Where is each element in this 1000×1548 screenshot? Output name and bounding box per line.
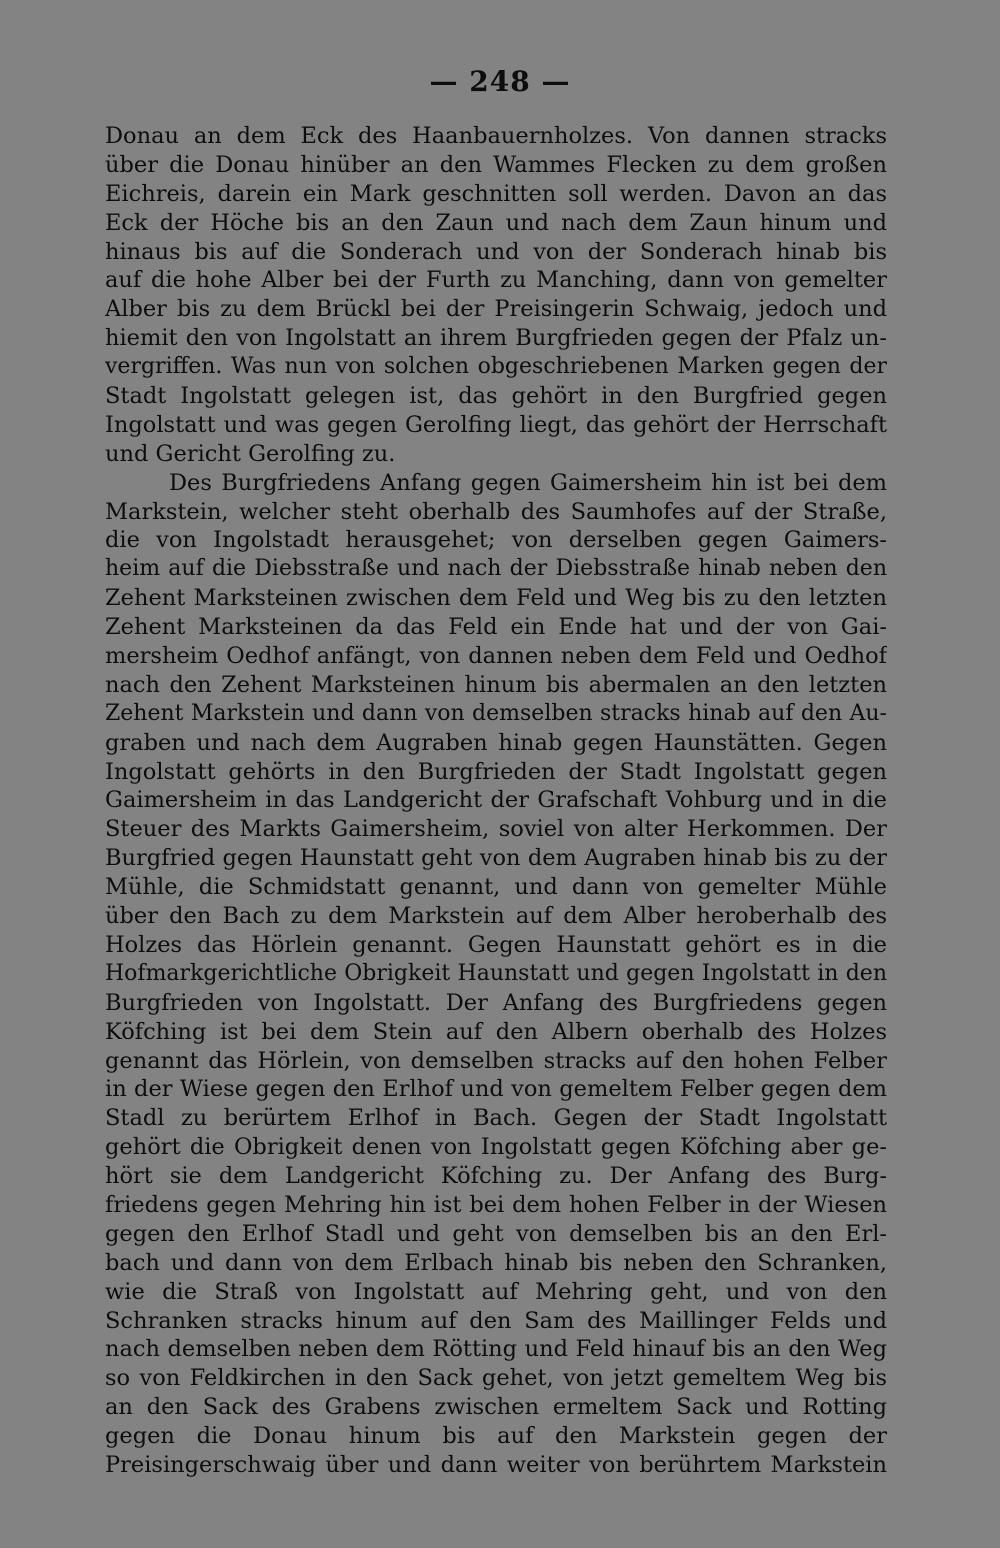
paragraph-start-line: Des Burgfriedens Anfang gegen Gaimersheim hin ist bei dem [169, 469, 887, 496]
text-line: gehört die Obrigkeit denen von Ingolstatt gegen Köfching aber ge- [105, 1134, 887, 1161]
text-line: wie die Straß von Ingolstatt auf Mehring geht, und von den [105, 1278, 887, 1305]
text-line: hinaus bis auf die Sonderach und von der Sonderach hinab bis [105, 238, 887, 265]
text-line: über die Donau hinüber an den Wammes Flecken zu dem großen [105, 151, 887, 178]
text-line: Eichreis, darein ein Mark geschnitten soll werden. Davon an das [105, 180, 887, 207]
text-line: auf die hohe Alber bei der Furth zu Manching, dann von gemelter [105, 267, 887, 294]
text-line: nach demselben neben dem Rötting und Feld hinauf bis an den Weg [105, 1336, 887, 1363]
text-line: Burgfried gegen Haunstatt geht von dem Augraben hinab bis zu der [105, 845, 887, 872]
text-line: in der Wiese gegen den Erlhof und von gemeltem Felber gegen dem [105, 1076, 887, 1103]
text-line: hört sie dem Landgericht Köfching zu. Der Anfang des Burg- [105, 1163, 887, 1190]
text-line: Eck der Höche bis an den Zaun und nach dem Zaun hinum und [105, 209, 887, 236]
body-text [105, 122, 887, 1480]
text-line: Burgfrieden von Ingolstatt. Der Anfang des Burgfriedens gegen [105, 989, 887, 1016]
text-line: genannt das Hörlein, von demselben stracks auf den hohen Felber [105, 1047, 887, 1074]
text-line: Stadl zu berürtem Erlhof in Bach. Gegen der Stadt Ingolstatt [105, 1105, 887, 1132]
text-line: Zehent Marksteinen da das Feld ein Ende hat und der von Gai- [105, 614, 887, 641]
text-line: Ingolstatt gehörts in den Burgfrieden der Stadt Ingolstatt gegen [105, 758, 887, 785]
text-line: mersheim Oedhof anfängt, von dannen neben dem Feld und Oedhof [105, 643, 887, 670]
text-line: heim auf die Diebsstraße und nach der Diebsstraße hinab neben den [105, 556, 887, 582]
text-line: und Gericht Gerolfing zu. [105, 440, 396, 467]
text-line: Gaimersheim in das Landgericht der Grafschaft Vohburg und in die [105, 787, 887, 814]
text-line: an den Sack des Grabens zwischen ermeltem Sack und Rotting [105, 1394, 887, 1421]
text-line: Markstein, welcher steht oberhalb des Saumhofes auf der Straße, [105, 498, 887, 525]
text-line: graben und nach dem Augraben hinab gegen Haunstätten. Gegen [105, 729, 887, 756]
text-line: Ingolstatt und was gegen Gerolfing liegt, das gehört der Herrschaft [105, 411, 887, 438]
text-line: Köfching ist bei dem Stein auf den Albern oberhalb des Holzes [105, 1018, 887, 1045]
text-line: friedens gegen Mehring hin ist bei dem hohen Felber in der Wiesen [105, 1191, 887, 1218]
text-line: Steuer des Markts Gaimersheim, soviel von alter Herkommen. Der [105, 816, 887, 843]
text-line: Schranken stracks hinum auf den Sam des Maillinger Felds und [105, 1307, 887, 1334]
text-line: hiemit den von Ingolstatt an ihrem Burgfrieden gegen der Pfalz un- [105, 325, 887, 352]
text-line: vergriffen. Was nun von solchen obgeschriebenen Marken gegen der [105, 354, 887, 380]
text-line: Alber bis zu dem Brückl bei der Preisingerin Schwaig, jedoch und [105, 296, 887, 323]
text-line: so von Feldkirchen in den Sack gehet, von jetzt gemeltem Weg bis [105, 1365, 887, 1392]
text-line: Zehent Marksteinen zwischen dem Feld und Weg bis zu den letzten [105, 585, 887, 612]
text-line: gegen die Donau hinum bis auf den Markstein gegen der [105, 1423, 887, 1450]
text-line: Donau an dem Eck des Haanbauernholzes. Von dannen stracks [105, 123, 887, 149]
text-line: die von Ingolstadt herausgehet; von derselben gegen Gaimers- [105, 527, 887, 554]
text-line: Preisingerschwaig über und dann weiter von berührtem Markstein [105, 1451, 887, 1478]
text-line: bach und dann von dem Erlbach hinab bis neben den Schranken, [105, 1249, 887, 1276]
text-line: Stadt Ingolstatt gelegen ist, das gehört in den Burgfried gegen [105, 383, 887, 410]
text-line: gegen den Erlhof Stadl und geht von demselben bis an den Erl- [105, 1220, 887, 1247]
text-line: Mühle, die Schmidstatt genannt, und dann von gemelter Mühle [105, 874, 887, 901]
text-line: über den Bach zu dem Markstein auf dem Alber heroberhalb des [105, 903, 887, 930]
text-line: Hofmarkgerichtliche Obrigkeit Haunstatt und gegen Ingolstatt in den [105, 960, 887, 986]
text-line: Zehent Markstein und dann von demselben stracks hinab auf den Au- [105, 700, 887, 726]
page-number: — 248 — [429, 65, 571, 98]
text-line: nach den Zehent Marksteinen hinum bis abermalen an den letzten [105, 671, 887, 698]
text-line: Holzes das Hörlein genannt. Gegen Haunstatt gehört es in die [105, 931, 887, 958]
